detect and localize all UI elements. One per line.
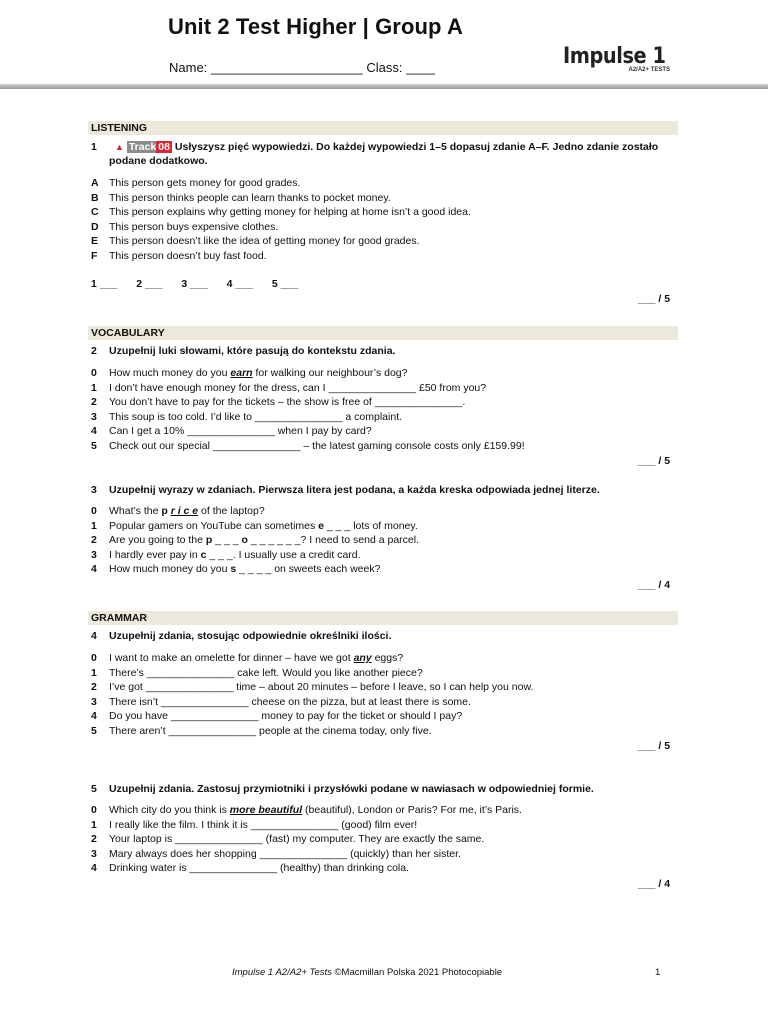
item-text: [109, 832, 484, 847]
question-5-instruction: [91, 782, 676, 796]
item-number: 3: [91, 847, 97, 860]
first-letter-hint: p: [161, 505, 171, 517]
text-segment: I don’t have enough money for the dress, can I _______________ £50 from you?: [109, 381, 487, 394]
exercise-item: [91, 861, 676, 876]
exercise-item: [91, 439, 676, 454]
example-answer: r i c e: [170, 505, 199, 517]
text-segment: I really like the film. I think it is _______________ (good) film ever!: [109, 818, 418, 831]
instruction-text: Uzupełnij luki słowami, które pasują do kontekstu zdania.: [109, 345, 396, 357]
score-listening: ___ / 5: [638, 293, 671, 305]
question-5-items: [91, 803, 676, 876]
text-segment: of the laptop?: [198, 505, 265, 517]
item-number: 0: [91, 652, 97, 664]
item-number: 1: [91, 381, 97, 394]
question-1-instruction: [91, 140, 676, 168]
item-text: [109, 818, 417, 833]
section-listening: LISTENING: [88, 121, 678, 135]
question-4-items: [91, 651, 676, 739]
text-segment: This soup is too cold. I’d like to _______________ a complaint.: [109, 410, 403, 423]
exercise-item: [91, 666, 676, 681]
item-text: [109, 709, 462, 724]
text-segment: _ _ _ _ _ _? I need to send a parcel.: [247, 534, 419, 547]
item-text: [109, 439, 525, 454]
exercise-item: [91, 709, 676, 724]
text-segment: Mary always does her shopping _______________ (quickly) than her sister.: [109, 847, 461, 860]
item-text: [109, 680, 533, 695]
text-segment: There isn’t _______________ cheese on the pizza, but at least there is some.: [109, 695, 471, 708]
option-row: [91, 191, 676, 206]
item-number: 4: [91, 862, 97, 875]
answer-slot: 5 ___: [271, 278, 299, 290]
instruction-text: Uzupełnij zdania. Zastosuj przymiotniki i przysłówki podane w nawiasach w odpowiedniej formie.: [109, 783, 594, 795]
example-answer: more beautiful: [229, 804, 303, 816]
answer-slot: 4 ___: [226, 278, 253, 290]
first-letter-hint: e: [318, 519, 324, 532]
option-row: [91, 234, 676, 249]
score-q4: ___ / 5: [638, 740, 671, 752]
text-segment: You don’t have to pay for the tickets – the show is free of _______________.: [109, 396, 466, 409]
exercise-item: [91, 695, 676, 710]
letter-hint: o: [241, 534, 248, 547]
text-segment: What’s the: [109, 505, 162, 517]
option-label: A: [91, 177, 99, 189]
question-number: 3: [91, 484, 97, 496]
text-segment: I want to make an omelette for dinner – have we got: [109, 652, 354, 664]
option-label: D: [91, 220, 99, 233]
text-segment: _ _ _ _ on sweets each week?: [236, 563, 381, 576]
question-number: 1: [91, 141, 97, 153]
question-3-instruction: [91, 483, 676, 497]
question-number: 2: [91, 345, 97, 357]
option-text: This person doesn’t like the idea of getting money for good grades.: [109, 235, 420, 248]
exercise-item: [91, 548, 676, 563]
option-label: E: [91, 235, 99, 248]
exercise-item: [91, 424, 676, 439]
exercise-item: [91, 832, 676, 847]
exercise-item: [91, 381, 676, 396]
question-number: 4: [91, 630, 97, 642]
item-number: 1: [91, 519, 97, 532]
option-row: [91, 205, 676, 220]
score-q2: ___ / 5: [638, 455, 671, 467]
track-number: 08: [158, 141, 170, 153]
track-label: Track: [128, 141, 157, 153]
option-text: This person explains why getting money for helping at home isn’t a good idea.: [109, 206, 471, 219]
option-label: F: [91, 249, 98, 262]
text-segment: There aren’t _______________ people at the cinema today, only five.: [109, 724, 432, 737]
item-text: [109, 366, 407, 381]
exercise-item: [91, 366, 676, 381]
page-number: 1: [655, 967, 661, 978]
item-text: [109, 651, 403, 666]
item-number: 4: [91, 563, 97, 576]
score-q3: ___ / 4: [638, 579, 671, 591]
item-number: 1: [91, 666, 97, 679]
item-number: 0: [91, 505, 97, 517]
text-segment: _ _ _: [212, 534, 242, 547]
item-text: [109, 410, 402, 425]
option-row: [91, 249, 676, 264]
text-segment: Which city do you think is: [109, 804, 230, 816]
item-text: [109, 847, 461, 862]
option-text: This person gets money for good grades.: [109, 177, 301, 189]
text-segment: eggs?: [371, 652, 404, 664]
text-segment: (beautiful), London or Paris? For me, it’s Paris.: [302, 804, 522, 816]
item-text: [109, 666, 423, 681]
item-number: 0: [91, 804, 97, 816]
answer-slot: 3 ___: [181, 278, 208, 290]
section-vocabulary: VOCABULARY: [88, 326, 678, 340]
first-letter-hint: c: [200, 548, 207, 561]
item-number: 4: [91, 425, 97, 438]
option-text: This person thinks people can learn thanks to pocket money.: [109, 191, 391, 204]
item-number: 0: [91, 367, 97, 379]
logo-main-text: Impulse 1: [563, 44, 666, 69]
question-2-items: [91, 366, 676, 454]
text-segment: There’s _______________ cake left. Would you like another piece?: [109, 666, 423, 679]
text-segment: How much money do you: [109, 367, 231, 379]
listening-answers: [91, 278, 314, 290]
text-segment: I’ve got _______________ time – about 20 minutes – before I leave, so I can help you now.: [109, 681, 534, 694]
option-label: B: [91, 191, 99, 204]
name-class-line: Name: _____________________ Class: ____: [169, 60, 435, 75]
exercise-item: [91, 818, 676, 833]
item-text: [109, 548, 361, 563]
question-2-instruction: [91, 344, 676, 358]
option-row: [91, 220, 676, 235]
text-segment: Check out our special _______________ – the latest gaming console costs only £159.99!: [109, 439, 525, 452]
exercise-item: [91, 519, 676, 534]
option-row: [91, 176, 676, 191]
exercise-item: [91, 562, 676, 577]
instruction-text: Uzupełnij zdania, stosując odpowiednie określniki ilości.: [109, 630, 392, 642]
text-segment: How much money do you: [109, 563, 231, 576]
item-number: 5: [91, 439, 97, 452]
header-divider: [0, 84, 768, 89]
instruction-text: Usłyszysz pięć wypowiedzi. Do każdej wypowiedzi 1–5 dopasuj zdanie A–F. Jedno zdanie zostało podane dodatkowo.: [109, 141, 659, 167]
text-segment: _ _ _. I usually use a credit card.: [206, 548, 361, 561]
text-segment: _ _ _ lots of money.: [324, 519, 418, 532]
exercise-item: [91, 504, 676, 519]
answer-slot: 1 ___: [91, 278, 118, 290]
exercise-item: [91, 651, 676, 666]
item-number: 3: [91, 548, 97, 561]
item-text: [109, 533, 419, 548]
text-segment: Your laptop is _______________ (fast) my computer. They are exactly the same.: [109, 833, 485, 846]
item-number: 3: [91, 410, 97, 423]
listening-options: [91, 176, 676, 264]
logo-sub-text: A2/A2+ TESTS: [628, 67, 670, 73]
item-number: 4: [91, 710, 97, 723]
text-segment: I hardly ever pay in: [109, 548, 201, 561]
item-text: [109, 803, 522, 818]
first-letter-hint: s: [230, 563, 237, 576]
text-segment: Can I get a 10% _______________ when I pay by card?: [109, 425, 372, 438]
question-3-items: [91, 504, 676, 577]
item-text: [109, 695, 471, 710]
item-text: [109, 724, 432, 739]
item-number: 2: [91, 833, 97, 846]
option-label: C: [91, 206, 99, 219]
question-4-instruction: [91, 629, 676, 643]
answer-slot: 2 ___: [136, 278, 163, 290]
impulse-logo: [563, 44, 673, 73]
footer-copy: ©Macmillan Polska 2021 Photocopiable: [331, 967, 503, 978]
item-text: [109, 861, 409, 876]
example-answer: any: [353, 652, 372, 664]
item-number: 3: [91, 695, 97, 708]
exercise-item: [91, 410, 676, 425]
text-segment: Popular gamers on YouTube can sometimes: [109, 519, 319, 532]
item-number: 2: [91, 534, 97, 547]
footer-title: Impulse 1 A2/A2+ Tests: [232, 967, 332, 978]
text-segment: Are you going to the: [109, 534, 206, 547]
exercise-item: [91, 803, 676, 818]
text-segment: Do you have _______________ money to pay for the ticket or should I pay?: [109, 710, 463, 723]
item-number: 1: [91, 818, 97, 831]
exercise-item: [91, 847, 676, 862]
example-answer: earn: [230, 367, 253, 379]
item-text: [109, 381, 486, 396]
option-text: This person buys expensive clothes.: [109, 220, 279, 233]
item-number: 2: [91, 396, 97, 409]
footer-copyright: [232, 967, 502, 978]
exercise-item: [91, 395, 676, 410]
option-text: This person doesn’t buy fast food.: [109, 249, 267, 262]
section-grammar: GRAMMAR: [88, 611, 678, 625]
item-text: [109, 395, 465, 410]
item-text: [109, 504, 265, 519]
page-title: Unit 2 Test Higher | Group A: [168, 14, 463, 39]
text-segment: Drinking water is _______________ (healthy) than drinking cola.: [109, 862, 410, 875]
item-text: [109, 424, 372, 439]
item-text: [109, 562, 380, 577]
audio-track-icon: ▲: [115, 142, 124, 152]
item-text: [109, 519, 418, 534]
exercise-item: [91, 724, 676, 739]
question-number: 5: [91, 783, 97, 795]
item-number: 5: [91, 724, 97, 737]
instruction-text: Uzupełnij wyrazy w zdaniach. Pierwsza litera jest podana, a każda kreska odpowiada jednej literze.: [109, 484, 600, 496]
exercise-item: [91, 680, 676, 695]
score-q5: ___ / 4: [638, 878, 671, 890]
text-segment: for walking our neighbour’s dog?: [252, 367, 408, 379]
item-number: 2: [91, 681, 97, 694]
first-letter-hint: p: [205, 534, 213, 547]
exercise-item: [91, 533, 676, 548]
